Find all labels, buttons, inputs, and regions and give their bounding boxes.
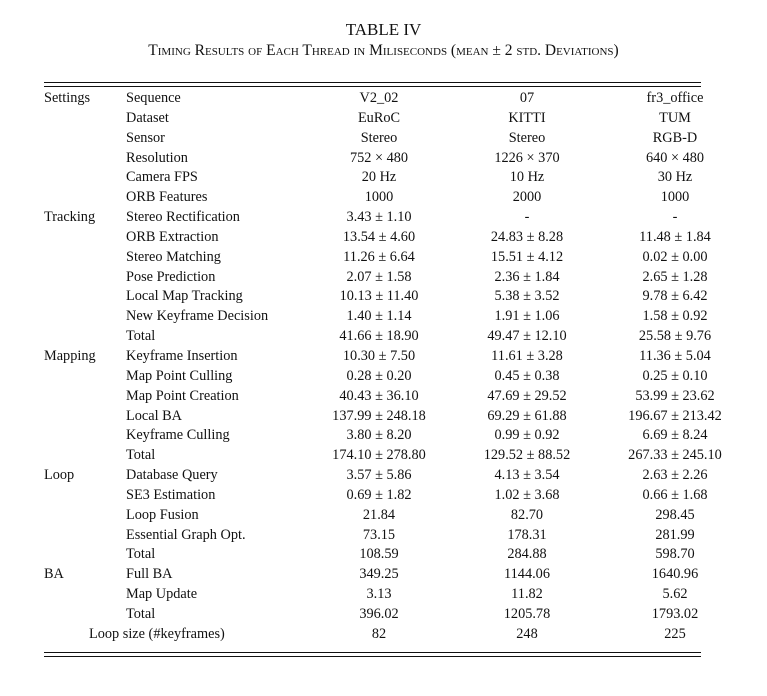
- table-cell: 752 × 480: [349, 149, 409, 166]
- table-cell: V2_02: [359, 90, 399, 106]
- loop-size-row: [40, 625, 744, 645]
- table-cell: 1000: [364, 189, 394, 206]
- table-row: [40, 307, 744, 327]
- row-label: Pose Prediction: [126, 268, 216, 285]
- table-row: [40, 466, 744, 486]
- group-label: [40, 605, 126, 625]
- table-row: [40, 268, 744, 288]
- loop-size-label: Loop size (#keyframes): [89, 625, 225, 642]
- row-label: Sequence: [126, 90, 181, 106]
- table-row: [40, 168, 744, 188]
- row-label: Keyframe Culling: [126, 427, 230, 444]
- row-label: Keyframe Insertion: [126, 347, 238, 364]
- table-cell: 2.65 ± 1.28: [642, 268, 708, 285]
- table-row: [40, 565, 744, 585]
- table-cell: EuRoC: [357, 109, 401, 126]
- table-cell: 11.48 ± 1.84: [639, 228, 711, 245]
- table-cell: 0.99 ± 0.92: [494, 427, 560, 444]
- table-cell: 0.69 ± 1.82: [346, 486, 412, 503]
- row-label: Total: [126, 605, 156, 622]
- table-cell: -: [524, 209, 530, 226]
- table-row: [40, 486, 744, 506]
- table-cell: 6.69 ± 8.24: [642, 427, 708, 444]
- group-label: [40, 367, 126, 387]
- group-label: Tracking: [44, 209, 96, 226]
- table-cell: 5.62: [662, 586, 688, 603]
- group-label: [40, 228, 126, 248]
- timing-table: [40, 89, 744, 645]
- table-cell: 0.02 ± 0.00: [642, 248, 708, 265]
- group-label: [40, 506, 126, 526]
- group-label: Loop: [44, 467, 75, 484]
- table-cell: 20 Hz: [361, 169, 397, 186]
- group-label: BA: [44, 566, 64, 583]
- table-cell: 3.80 ± 8.20: [346, 427, 412, 444]
- row-label: Essential Graph Opt.: [126, 526, 246, 543]
- table-cell: Stereo: [508, 129, 546, 146]
- table-cell: 137.99 ± 248.18: [332, 407, 426, 424]
- table-cell: 0.66 ± 1.68: [642, 486, 708, 503]
- table-cell: 2.36 ± 1.84: [494, 268, 560, 285]
- table-cell: 30 Hz: [657, 169, 693, 186]
- table-cell: 1793.02: [651, 605, 699, 622]
- table-row: [40, 387, 744, 407]
- table-cell: 3.13: [366, 586, 392, 603]
- group-label: [40, 307, 126, 327]
- table-cell: 82.70: [510, 506, 544, 523]
- table-cell: 1640.96: [651, 566, 699, 583]
- table-cell: -: [672, 209, 678, 226]
- table-row: [40, 228, 744, 248]
- group-label: [40, 426, 126, 446]
- table-cell: 10.13 ± 11.40: [339, 288, 419, 305]
- row-label: Camera FPS: [126, 169, 198, 186]
- table-row: [40, 149, 744, 169]
- row-label: Map Point Culling: [126, 367, 233, 384]
- row-label: Total: [126, 546, 156, 563]
- group-label: [40, 585, 126, 605]
- table-row: [40, 585, 744, 605]
- table-cell: 349.25: [359, 566, 399, 583]
- table-cell: 129.52 ± 88.52: [483, 447, 571, 464]
- group-label: [40, 268, 126, 288]
- table-row: [40, 248, 744, 268]
- table-cell: 1226 × 370: [494, 149, 560, 166]
- row-label: Stereo Rectification: [126, 209, 240, 226]
- table-cell: 5.38 ± 3.52: [494, 288, 560, 305]
- table-cell: 82: [371, 625, 387, 642]
- group-label: [40, 168, 126, 188]
- table-row: [40, 426, 744, 446]
- table-cell: Stereo: [360, 129, 398, 146]
- table-cell: 4.13 ± 3.54: [494, 467, 560, 484]
- table-cell: 10.30 ± 7.50: [342, 347, 416, 364]
- table-cell: 248: [516, 625, 538, 642]
- bottom-rule-2: [44, 656, 701, 657]
- table-row: [40, 605, 744, 625]
- table-cell: 598.70: [655, 546, 695, 563]
- table-cell: 11.36 ± 5.04: [639, 347, 711, 364]
- table-cell: 2.07 ± 1.58: [346, 268, 412, 285]
- row-label: Sensor: [126, 129, 165, 146]
- group-label: Mapping: [44, 347, 96, 364]
- table-cell: 21.84: [362, 506, 396, 523]
- table-row: [40, 109, 744, 129]
- table-cell: 53.99 ± 23.62: [635, 387, 715, 404]
- table-row: [40, 347, 744, 367]
- table-cell: 1.58 ± 0.92: [642, 308, 708, 325]
- group-label: [40, 387, 126, 407]
- table-cell: 1000: [660, 189, 690, 206]
- table-cell: 0.28 ± 0.20: [346, 367, 412, 384]
- table-cell: 267.33 ± 245.10: [628, 447, 722, 464]
- bottom-rule: [44, 652, 701, 653]
- table-cell: 11.82: [511, 586, 543, 603]
- row-label: ORB Extraction: [126, 228, 219, 245]
- group-label: [40, 327, 126, 347]
- row-label: New Keyframe Decision: [126, 308, 269, 325]
- table-cell: 3.43 ± 1.10: [346, 209, 412, 226]
- table-cell: 298.45: [655, 506, 695, 523]
- table-row: [40, 188, 744, 208]
- group-label: [40, 407, 126, 427]
- table-row: [40, 407, 744, 427]
- row-label: Loop Fusion: [126, 506, 199, 523]
- table-cell: 284.88: [507, 546, 547, 563]
- table-cell: 1.02 ± 3.68: [494, 486, 560, 503]
- table-cell: 41.66 ± 18.90: [339, 328, 419, 345]
- row-label: ORB Features: [126, 189, 208, 206]
- table-row: [40, 327, 744, 347]
- table-cell: 49.47 ± 12.10: [487, 328, 567, 345]
- table-cell: 396.02: [359, 605, 399, 622]
- table-cell: 640 × 480: [645, 149, 705, 166]
- table-cell: 1205.78: [503, 605, 551, 622]
- table-cell: 178.31: [507, 526, 547, 543]
- table-cell: 174.10 ± 278.80: [332, 447, 426, 464]
- table-cell: 25.58 ± 9.76: [638, 328, 712, 345]
- group-label: [40, 287, 126, 307]
- row-label: Local BA: [126, 407, 182, 424]
- table-cell: 07: [519, 90, 535, 106]
- table-cell: 13.54 ± 4.60: [342, 228, 416, 245]
- table-cell: 15.51 ± 4.12: [490, 248, 564, 265]
- group-label: [40, 486, 126, 506]
- row-label: Total: [126, 328, 156, 345]
- table-cell: 3.57 ± 5.86: [346, 467, 412, 484]
- group-label: [40, 109, 126, 129]
- table-cell: 69.29 ± 61.88: [487, 407, 567, 424]
- row-label: Dataset: [126, 109, 169, 126]
- table-caption: Timing Results of Each Thread in Miliseconds (mean ± 2 std. Deviations): [148, 42, 619, 59]
- row-label: Stereo Matching: [126, 248, 221, 265]
- table-cell: TUM: [659, 109, 691, 126]
- group-label: [40, 149, 126, 169]
- table-row: [40, 287, 744, 307]
- row-label: Map Point Creation: [126, 387, 239, 404]
- group-label: [40, 248, 126, 268]
- row-label: Map Update: [126, 586, 198, 603]
- table-cell: 2.63 ± 2.26: [642, 467, 708, 484]
- table-row: [40, 208, 744, 228]
- table-cell: 108.59: [359, 546, 399, 563]
- table-row: [40, 367, 744, 387]
- table-row: [40, 446, 744, 466]
- group-label: [40, 526, 126, 546]
- table-cell: 10 Hz: [509, 169, 545, 186]
- table-cell: 196.67 ± 213.42: [628, 407, 722, 424]
- row-label: Full BA: [126, 566, 173, 583]
- table-cell: 11.61 ± 3.28: [491, 347, 563, 364]
- table-cell: 281.99: [655, 526, 695, 543]
- table-cell: 0.25 ± 0.10: [642, 367, 708, 384]
- top-rule-2: [44, 86, 701, 87]
- table-cell: 9.78 ± 6.42: [642, 288, 708, 305]
- group-label: [40, 129, 126, 149]
- table-cell: 2000: [512, 189, 542, 206]
- row-label: Total: [126, 447, 156, 464]
- table-row: [40, 89, 744, 109]
- table-cell: 11.26 ± 6.64: [343, 248, 415, 265]
- row-label: Database Query: [126, 467, 218, 484]
- table-row: [40, 506, 744, 526]
- group-label: [40, 188, 126, 208]
- row-label: Local Map Tracking: [126, 288, 243, 305]
- table-cell: 40.43 ± 36.10: [339, 387, 419, 404]
- table-row: [40, 129, 744, 149]
- table-cell: fr3_office: [646, 90, 704, 106]
- table-cell: 1.40 ± 1.14: [346, 308, 412, 325]
- group-label: [40, 446, 126, 466]
- table-cell: 0.45 ± 0.38: [494, 367, 560, 384]
- table-cell: 225: [664, 625, 686, 642]
- table-label: TABLE IV: [345, 20, 422, 39]
- group-label: Settings: [44, 90, 91, 106]
- table-cell: KITTI: [508, 109, 546, 126]
- row-label: Resolution: [126, 149, 188, 166]
- table-cell: 24.83 ± 8.28: [490, 228, 564, 245]
- table-cell: 1144.06: [504, 566, 550, 583]
- row-label: SE3 Estimation: [126, 486, 216, 503]
- table-row: [40, 545, 744, 565]
- table-cell: 47.69 ± 29.52: [487, 387, 567, 404]
- table-cell: RGB-D: [652, 129, 698, 146]
- table-cell: 73.15: [362, 526, 396, 543]
- group-label: [40, 545, 126, 565]
- table-cell: 1.91 ± 1.06: [494, 308, 560, 325]
- table-row: [40, 526, 744, 546]
- top-rule: [44, 82, 701, 83]
